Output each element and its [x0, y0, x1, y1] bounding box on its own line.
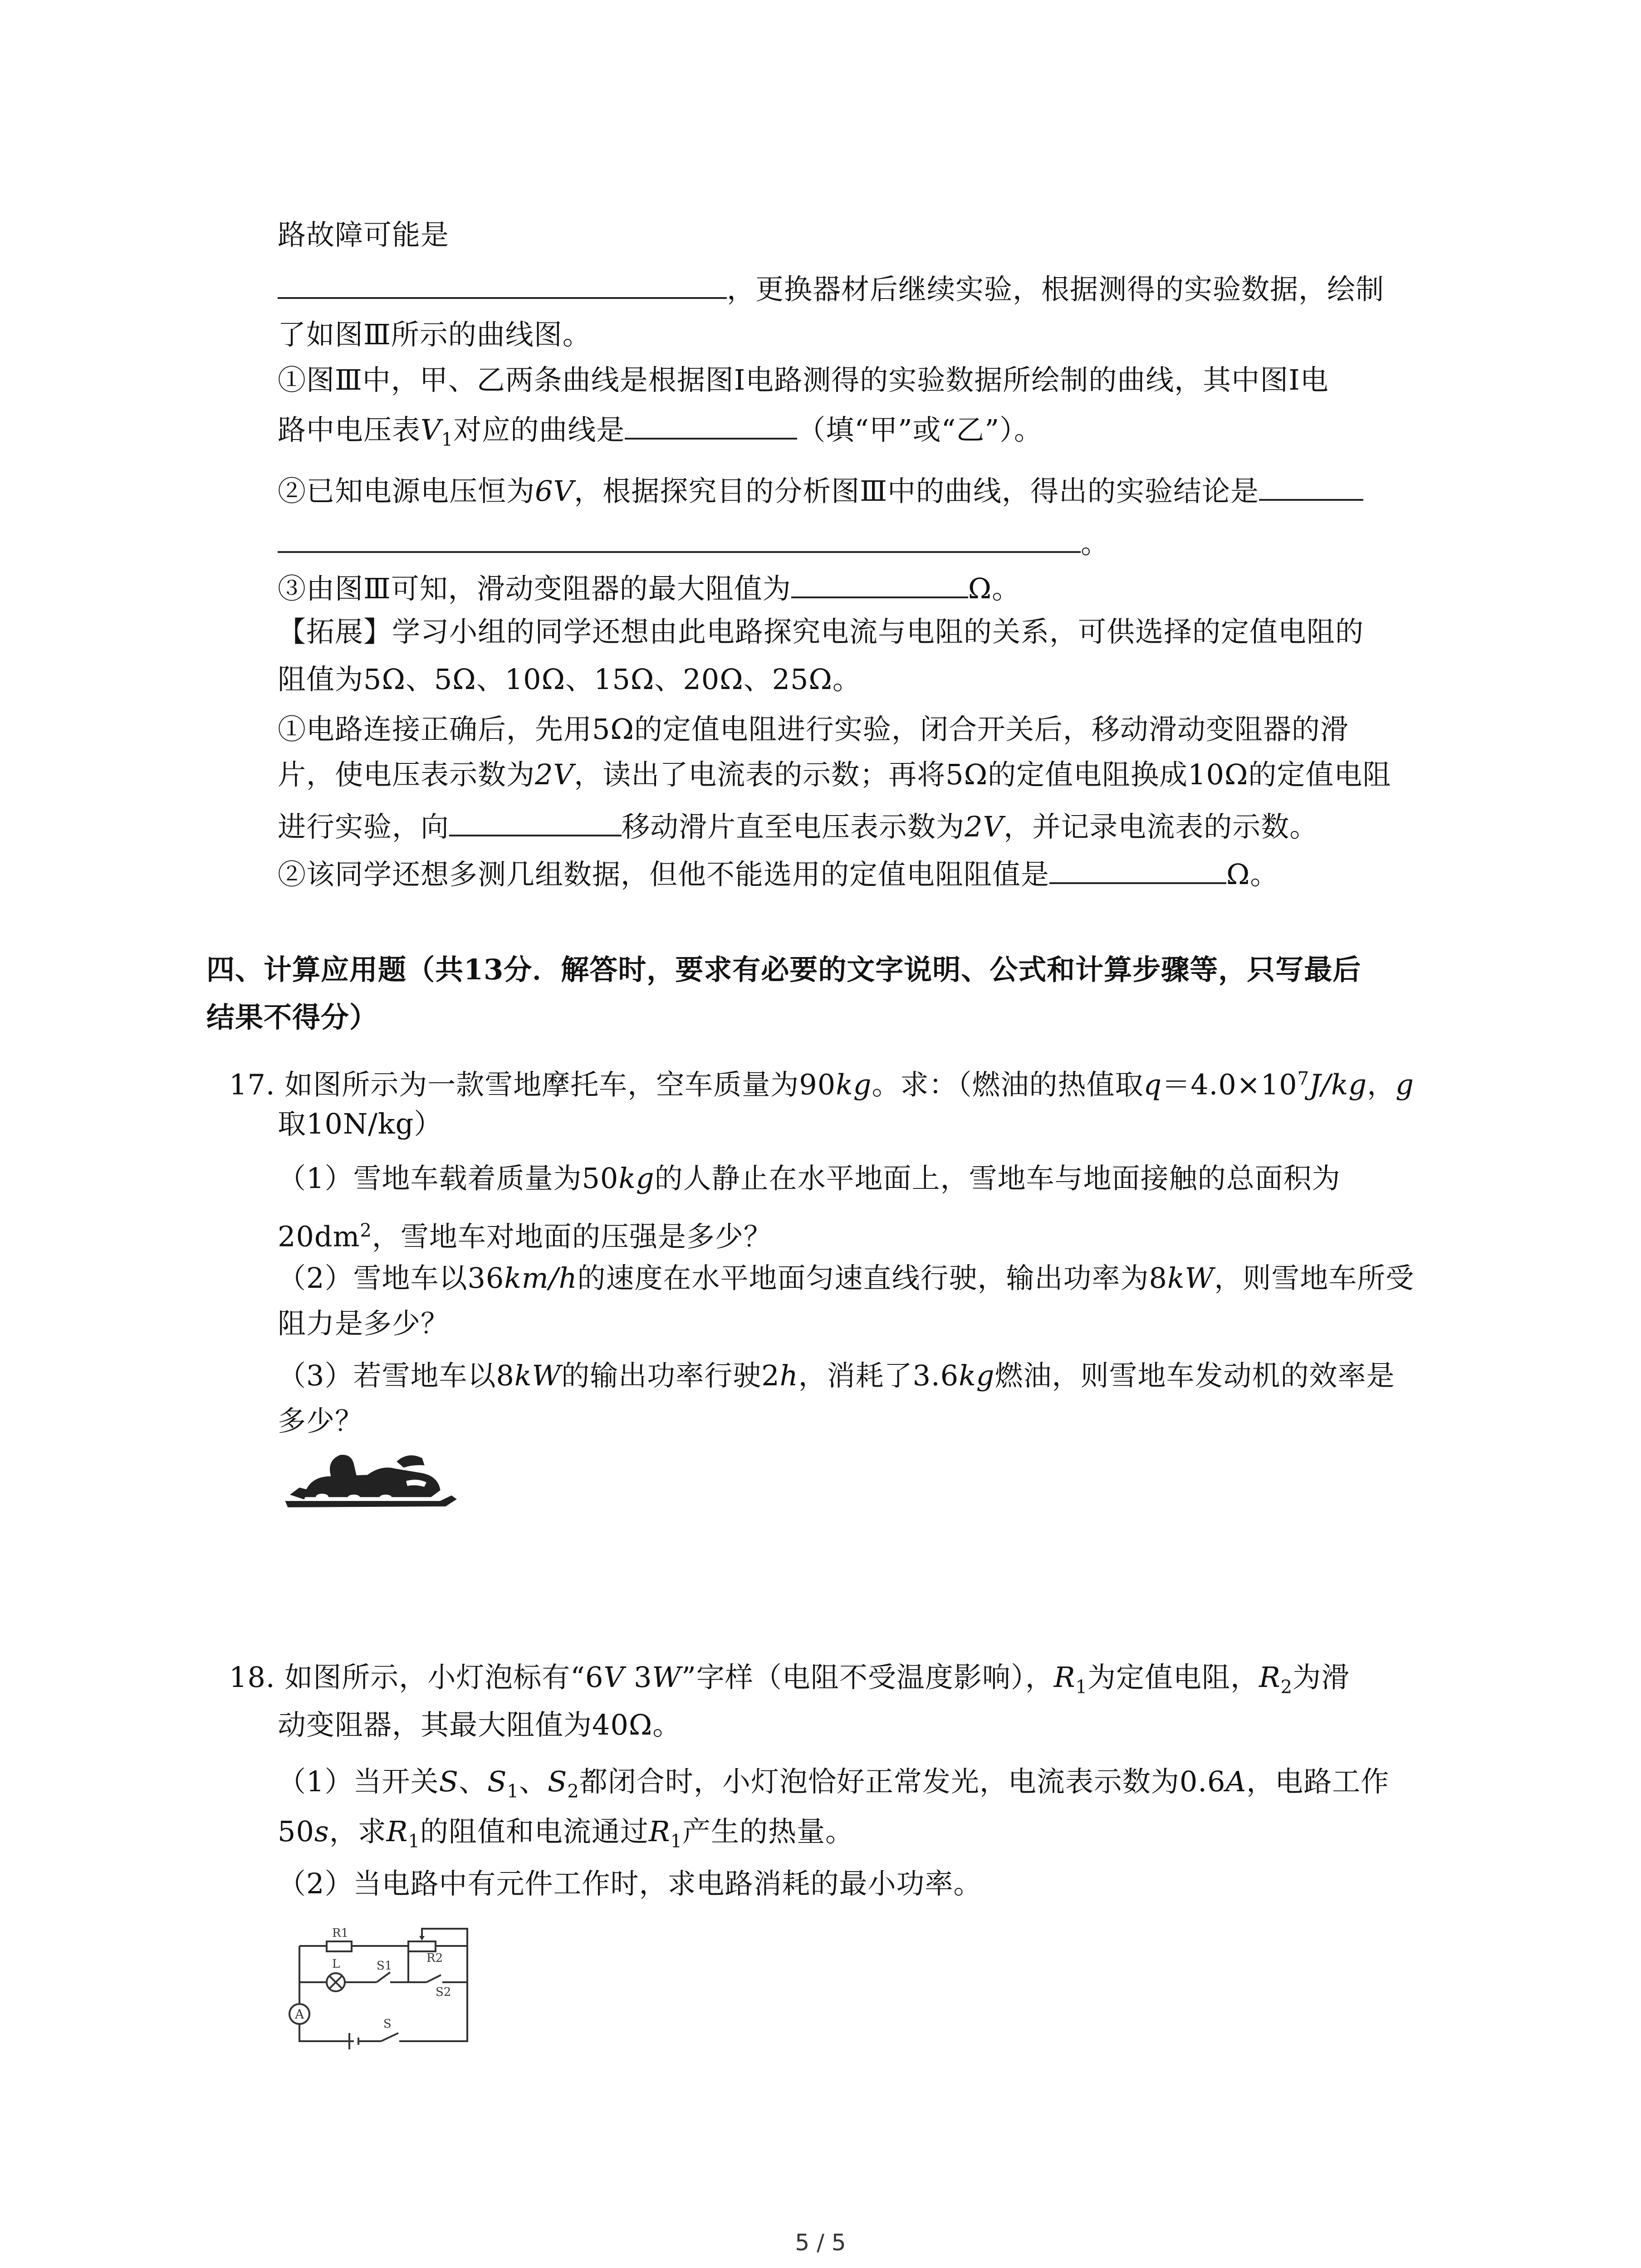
text: ，求 — [329, 1815, 387, 1848]
math-symbol: S — [487, 1765, 507, 1798]
text-line — [278, 519, 1109, 565]
question-17 — [229, 1057, 1414, 1107]
unit: kW — [1167, 1261, 1215, 1295]
text: 移动滑片直至电压表示数为 — [622, 810, 965, 843]
math-symbol: R — [648, 1815, 671, 1848]
unit: kW — [514, 1359, 562, 1392]
math-symbol: 6V — [535, 474, 574, 508]
text: （填“甲”或“乙”）。 — [797, 413, 1043, 446]
text-line — [278, 1354, 1395, 1398]
text: ①电路连接正确后，先用5Ω的定值电阻进行实验，闭合开关后，移动滑动变阻器的滑 — [278, 713, 1349, 746]
label-r2: R2 — [426, 1951, 443, 1965]
snowmobile-figure — [277, 1433, 463, 1515]
math-symbol: g — [1396, 1068, 1414, 1101]
text-line — [278, 753, 1391, 797]
subscript: 1 — [441, 429, 454, 450]
math-symbol: R — [386, 1815, 408, 1848]
math-symbol: R — [1053, 1661, 1076, 1694]
unit: km/h — [504, 1261, 578, 1295]
text-line — [278, 1302, 449, 1345]
text: Ω。 — [1226, 858, 1279, 891]
superscript: 7 — [1297, 1068, 1310, 1089]
math-symbol: 2V — [965, 810, 1004, 843]
text-line — [278, 1209, 772, 1259]
text: 的速度在水平地面匀速直线行驶，输出功率为8 — [577, 1261, 1167, 1295]
text: 取10N/kg） — [278, 1107, 443, 1140]
text: ③由图Ⅲ可知，滑动变阻器的最大阻值为 — [278, 572, 791, 605]
text-line — [278, 565, 1020, 611]
text: 。求：（燃油的热值取 — [872, 1068, 1144, 1101]
text-line — [278, 265, 1384, 311]
text: 的阻值和电流通过 — [420, 1815, 649, 1848]
subscript: 1 — [670, 1831, 683, 1852]
text: ，更换器材后继续实验，根据测得的实验数据，绘制 — [727, 273, 1385, 306]
subscript: 1 — [1075, 1677, 1087, 1698]
subscript: 1 — [507, 1781, 519, 1802]
text: 【拓展】学习小组的同学还想由此电路探究电流与电阻的关系，可供选择的定值电阻的 — [278, 615, 1364, 648]
text: 3 — [624, 1661, 652, 1694]
label-s: S — [383, 2017, 392, 2031]
text: 为定值电阻， — [1087, 1661, 1259, 1694]
text: 50 — [278, 1815, 314, 1848]
answer-blank — [278, 265, 727, 299]
text: ， — [1367, 1068, 1396, 1101]
answer-blank — [449, 803, 622, 836]
unit: kg — [959, 1359, 995, 1392]
text-line — [278, 313, 591, 357]
label-s2: S2 — [436, 1985, 451, 1999]
text-line — [278, 1862, 982, 1906]
text: 、 — [519, 1765, 548, 1798]
answer-blank — [1049, 850, 1226, 884]
text: （1）当开关 — [278, 1765, 439, 1798]
text: 进行实验，向 — [278, 810, 450, 843]
subscript: 2 — [1280, 1677, 1293, 1698]
text: （2）雪地车以36 — [278, 1261, 505, 1295]
unit: J/kg — [1309, 1068, 1367, 1101]
text: 了如图Ⅲ所示的曲线图。 — [278, 318, 591, 351]
math-symbol: S — [547, 1765, 568, 1798]
text-line — [278, 358, 1329, 402]
math-symbol: 2V — [535, 758, 574, 791]
section-heading — [206, 948, 1361, 992]
text: ，雪地车对地面的压强是多少？ — [372, 1220, 772, 1253]
question-18 — [229, 1656, 1350, 1709]
unit: s — [314, 1815, 329, 1848]
text: ，电路工作 — [1246, 1765, 1390, 1798]
math-symbol: V — [421, 413, 441, 446]
text: （1）雪地车载着质量为50 — [278, 1162, 619, 1195]
label-lamp: L — [332, 1957, 340, 1971]
unit: kg — [836, 1068, 872, 1101]
unit: kg — [618, 1162, 655, 1195]
text: Ω。 — [968, 572, 1021, 605]
text-line — [278, 610, 1364, 654]
answer-blank — [1259, 467, 1363, 501]
text: 阻值为5Ω、5Ω、10Ω、15Ω、20Ω、25Ω。 — [278, 663, 861, 696]
text: 的人静止在水平地面上，雪地车与地面接触的总面积为 — [654, 1162, 1341, 1195]
math-symbol: S — [439, 1765, 459, 1798]
text: ，则雪地车所受 — [1214, 1261, 1415, 1295]
text: 的输出功率行驶2 — [561, 1359, 780, 1392]
text: ②该同学还想多测几组数据，但他不能选用的定值电阻阻值是 — [278, 858, 1050, 891]
text: 18. 如图所示，小灯泡标有“6 — [229, 1661, 604, 1694]
text: 。 — [1081, 527, 1110, 560]
text: 阻力是多少？ — [278, 1307, 450, 1340]
text: ①图Ⅲ中，甲、乙两条曲线是根据图Ⅰ电路测得的实验数据所绘制的曲线，其中图Ⅰ电 — [278, 363, 1329, 396]
unit: A — [1225, 1765, 1247, 1798]
text: ，读出了电流表的示数；再将5Ω的定值电阻换成10Ω的定值电阻 — [574, 758, 1391, 791]
text: ，根据探究目的分析图Ⅲ中的曲线，得出的实验结论是 — [574, 474, 1259, 508]
text: 片，使电压表示数为 — [278, 758, 535, 791]
text: 产生的热量。 — [682, 1815, 854, 1848]
text: 结果不得分） — [206, 1001, 378, 1034]
text-line — [278, 1810, 854, 1863]
unit: W — [652, 1661, 682, 1694]
text: 对应的曲线是 — [453, 413, 625, 446]
unit: h — [779, 1359, 798, 1392]
math-symbol: R — [1259, 1661, 1281, 1694]
text-line — [278, 1703, 681, 1747]
text: 路中电压表 — [278, 413, 421, 446]
answer-blank — [791, 565, 968, 598]
section-heading — [206, 996, 378, 1039]
text-line — [278, 1102, 442, 1146]
text: 多少？ — [278, 1404, 364, 1437]
text-line — [278, 406, 1043, 461]
text-line — [278, 1256, 1414, 1300]
text: 、 — [458, 1765, 487, 1798]
text-line — [278, 1157, 1341, 1200]
label-r1: R1 — [332, 1926, 349, 1940]
subscript: 2 — [567, 1781, 579, 1802]
text: ”字样（电阻不受温度影响）， — [681, 1661, 1054, 1694]
text: （3）若雪地车以8 — [278, 1359, 514, 1392]
text: ，并记录电流表的示数。 — [1004, 810, 1318, 843]
page-number: 5 / 5 — [795, 2229, 846, 2256]
text: 17. 如图所示为一款雪地摩托车，空车质量为90 — [229, 1068, 836, 1101]
answer-blank — [625, 406, 797, 440]
text: 路故障可能是 — [278, 218, 450, 251]
text-line — [278, 850, 1279, 896]
subscript: 1 — [408, 1831, 420, 1852]
text: （2）当电路中有元件工作时，求电路消耗的最小功率。 — [278, 1867, 982, 1900]
text-line — [278, 708, 1349, 751]
text: ＝4.0×10 — [1162, 1068, 1298, 1101]
text: 动变阻器，其最大阻值为40Ω。 — [278, 1708, 681, 1741]
label-ammeter: A — [295, 2007, 304, 2022]
text-line — [278, 658, 861, 701]
circuit-diagram — [277, 1919, 485, 2055]
label-s1: S1 — [377, 1959, 392, 1973]
text: 燃油，则雪地车发动机的效率是 — [994, 1359, 1395, 1392]
text-line — [278, 467, 1363, 513]
text-line — [278, 1760, 1389, 1813]
unit: V — [603, 1661, 625, 1694]
text: 都闭合时，小灯泡恰好正常发光，电流表示数为0.6 — [579, 1765, 1226, 1798]
text: 20dm — [278, 1220, 360, 1253]
math-symbol: q — [1143, 1068, 1162, 1101]
text-line — [278, 803, 1318, 849]
text: 为滑 — [1293, 1661, 1350, 1694]
text: ，消耗了3.6 — [798, 1359, 959, 1392]
text-line — [278, 213, 449, 257]
text: ②已知电源电压恒为 — [278, 474, 535, 508]
text: 四、计算应用题（共13分．解答时，要求有必要的文字说明、公式和计算步骤等，只写最后 — [206, 953, 1362, 986]
superscript: 2 — [360, 1220, 372, 1241]
answer-blank — [278, 519, 1081, 553]
